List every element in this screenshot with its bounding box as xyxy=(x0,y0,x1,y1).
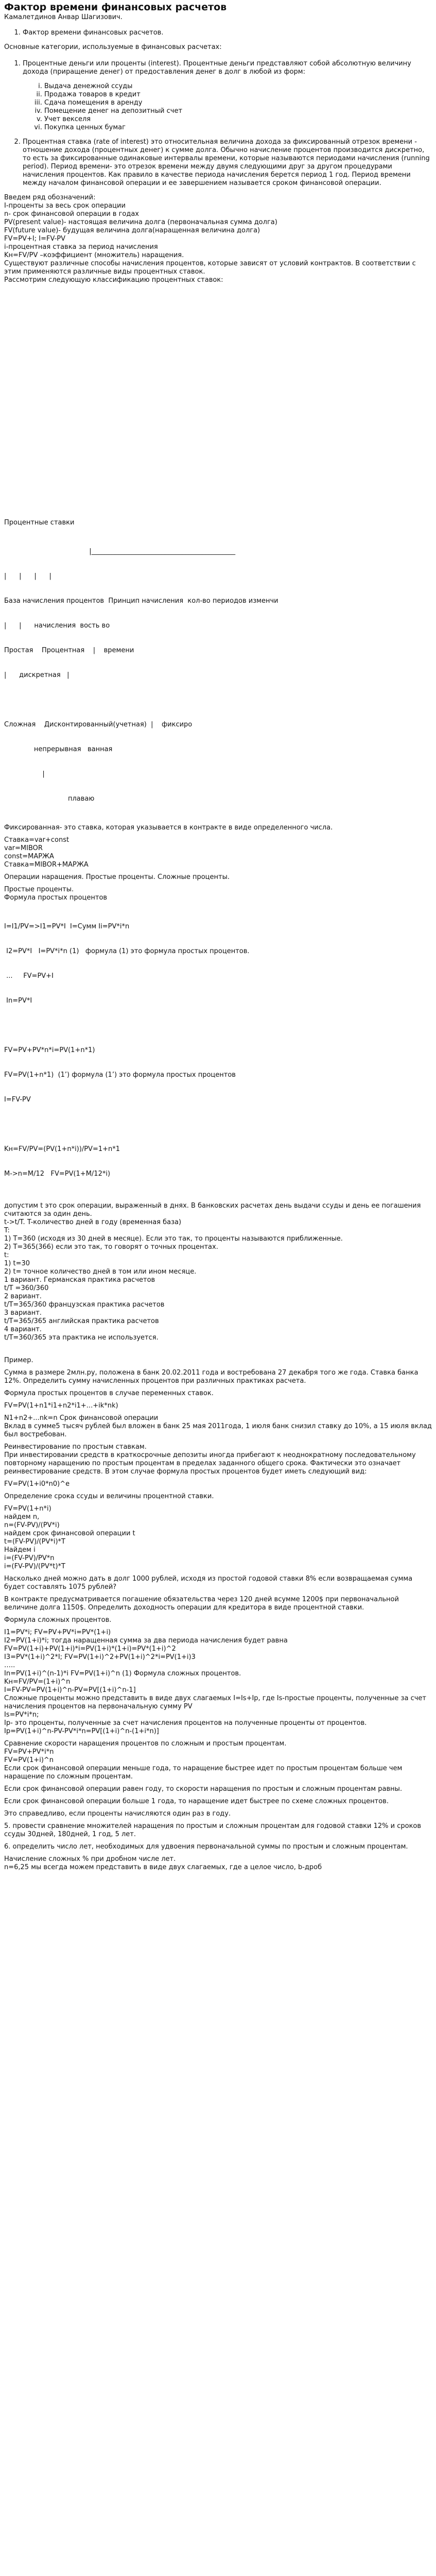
text-line: FV=PV+PV*i*n xyxy=(4,1748,54,1756)
formula-line xyxy=(4,1022,432,1030)
formula-line: FV=PV(1+n*1) (1’) формула (1’) это формула простых процентов xyxy=(4,1071,236,1079)
text-line: найдем срок финансовой операции t xyxy=(4,1530,135,1537)
text-line: n- срок финансовой операции в годах xyxy=(4,210,139,218)
text-line: Формула сложных процентов. xyxy=(4,1616,112,1624)
text-line: Это справедливо, если проценты начисляются один раз в году. xyxy=(4,1810,231,1818)
text-line: Формула простых процентов xyxy=(4,894,108,902)
form-item: vi. Покупка ценных бумаг xyxy=(44,124,432,132)
formula-line: FV=PV+PV*n*i=PV(1+n*1) xyxy=(4,1046,95,1054)
text-line: I3=PV*(1+i)^2*I; FV=PV(1+i)^2+PV(1+i)^2*i=PV(1+i)3 xyxy=(4,1653,196,1661)
text-line: FV=PV+I; I=FV-PV xyxy=(4,235,65,243)
diagram-line: Сложная Дисконтированный(учетная) | фиксиро xyxy=(4,721,193,728)
text-line: PV(present value)- настоящая величина долга (первоначальная сумма долга) xyxy=(4,218,277,226)
text-line: FV(future value)- будущая величина долга(наращенная величина долга) xyxy=(4,227,260,234)
text-line: Ставка=MIBOR+МАРЖА xyxy=(4,861,89,869)
formula-line: Kн=FV/PV=(PV(1+n*i))/PV=1+n*1 xyxy=(4,1145,120,1153)
categories-list xyxy=(4,60,432,188)
text-line: FV=PV(1+n1*i1+n2*i1+...+ik*nk) xyxy=(4,1402,118,1410)
text-line: N1+n2+...nk=n Срок финансовой операции xyxy=(4,1414,159,1422)
heading-list-item: 1. Фактор времени финансовых расчетов. xyxy=(23,29,432,37)
examples-block xyxy=(4,1357,432,1872)
classification-diagram xyxy=(4,531,432,820)
text-line: FV=PV(1+n*i) xyxy=(4,1505,51,1513)
text-line: 1) T=360 (исходя из 30 дней в месяце). Если это так, то проценты называются приближенные. xyxy=(4,1235,343,1243)
text-line: I=FV-PV=PV(1+i)^n-PV=PV[(1+i)^n-1] xyxy=(4,1686,136,1694)
heading-list xyxy=(4,29,432,37)
text-line: Если срок финансовой операции меньше года, то наращение быстрее идет по простым процентам больше чем наращение по сложным процентам. xyxy=(4,1765,403,1781)
text-line: I2=PV(1+i)*i; тогда наращенная сумма за два периода начисления будет равна xyxy=(4,1637,288,1645)
text-line: T: xyxy=(4,1227,10,1234)
text-line: Kн=FV/PV=(1+i)^n xyxy=(4,1678,71,1686)
diagram-line: |___________________________________________ xyxy=(4,548,236,555)
text-line: t=(FV-PV)/(PV*i)*T xyxy=(4,1538,65,1546)
form-item: iii. Сдача помещения в аренду xyxy=(44,99,432,107)
diagram-line: | xyxy=(4,770,45,778)
text-line: FV=PV(1+i)+PV(1+i)*i=PV(1+i)*(1+i)=PV*(1+i)^2 xyxy=(4,1645,176,1653)
text-line: Пример. xyxy=(4,1357,33,1364)
formula-line: I=FV-PV xyxy=(4,1096,31,1104)
text-line: Введем ряд обозначений: xyxy=(4,194,96,201)
text-line: Kн=FV/PV –коэффициент (множитель) наращения. xyxy=(4,251,184,259)
text-line: t/T=360/365 эта практика не используется. xyxy=(4,1334,159,1342)
author-line: Камалетдинов Анвар Шагизович. xyxy=(4,13,123,21)
categories-intro: Основные категории, используемые в финансовых расчетах: xyxy=(4,43,222,51)
form-item: i. Выдача денежной ссуды xyxy=(44,82,432,91)
forms-list xyxy=(23,82,432,132)
text-line: const=МАРЖА xyxy=(4,853,54,860)
text-line: t: xyxy=(4,1251,9,1259)
text-line: Существуют различные способы начисления процентов, которые зависят от условий контрактов. В соответствии с этим применяются различные виды процентных ставок. xyxy=(4,260,416,276)
text-line: Реинвестирование по простым ставкам. xyxy=(4,1443,147,1451)
text-line: Сравнение скорости наращения процентов по сложным и простым процентам. xyxy=(4,1740,287,1748)
formula-line: ... FV=PV+I xyxy=(4,972,54,980)
text-line: I-проценты за весь срок операции xyxy=(4,202,126,210)
text-line: 2) t= точное количество дней в том или ином месяце. xyxy=(4,1268,197,1276)
text-line: Ip=PV(1+i)^n-PV-PV*i*n=PV[(1+i)^n-(1+i*n)] xyxy=(4,1727,159,1735)
form-item: iv. Помещение денег на депозитный счет xyxy=(44,107,432,115)
category-item-1 xyxy=(23,60,432,132)
diagram-line: | | начисления вость во xyxy=(4,622,110,630)
text-line: ….. xyxy=(4,1662,15,1669)
text-line: t->t/T. T-количество дней в году (временная база) xyxy=(4,1218,182,1226)
diagram-line: плаваю xyxy=(4,795,95,803)
fixed-rate-text: Фиксированная- это ставка, которая указывается в контракте в виде определенного числа. xyxy=(4,824,333,832)
text-line: FV=PV(1+i)^n xyxy=(4,1756,54,1764)
category-item-2: 2. Процентная ставка (rate of interest) это относительная величина дохода за фиксированный отрезок времени - отношение дохода (процентных денег) к сумме долга. Обычно начисление процентов производится дискретно, то есть за фиксированные одинаковые интервалы времени, которые называются периодами начисления (running period). Период времени- это отрезок времени между двумя следующими друг за другом процедурами начисления процентов. Как правило в качестве периода начисления берется период 1 год. Период времени между началом финансовой операции и ее завершением называется сроком финансовой операции. xyxy=(23,138,432,188)
text-line: Если срок финансовой операции равен году, то скорости наращения по простым и сложным процентам равны. xyxy=(4,1785,403,1793)
text-line: Ip- это проценты, полученные за счет начисления процентов на полученные проценты от процентов. xyxy=(4,1719,367,1727)
text-line: 1 вариант. Германская практика расчетов xyxy=(4,1276,155,1284)
text-line: В контракте предусматривается погашение обязательства через 120 дней всумме 1200$ при первоначальной величине долга 1150$. Определить доходность операции для кредитора в виде процентной ставки. xyxy=(4,1596,399,1612)
formula-line: In=PV*I xyxy=(4,997,32,1005)
simple-formula-block xyxy=(4,906,432,1195)
days-block xyxy=(4,1202,432,1342)
text-line: FV=PV(1+i0*n0)^e xyxy=(4,1480,70,1488)
blank-space xyxy=(4,284,432,519)
stavka-block xyxy=(4,836,432,869)
text-line: 2 вариант. xyxy=(4,1293,42,1300)
text-line: t/T=365/360 французская практика расчетов xyxy=(4,1301,165,1309)
text-line: Вклад в сумме5 тысяч рублей был вложен в банк 25 мая 2011года, 1 июля банк снизил ставку до 10%, а 15 июля вклад был востребован. xyxy=(4,1422,432,1438)
formula-line: M->n=M/12 FV=PV(1+M/12*i) xyxy=(4,1170,111,1178)
text-line: Если срок финансовой операции больше 1 года, то наращение идет быстрее по схеме сложных процентов. xyxy=(4,1798,389,1805)
text-line: t/T=365/365 английская практика расчетов xyxy=(4,1317,159,1325)
text-line: Простые проценты. xyxy=(4,886,74,893)
text-line: Ставка=var+const xyxy=(4,836,69,844)
text-line: 2) T=365(366) если это так, то говорят о точных процентах. xyxy=(4,1243,218,1251)
text-line: i=(FV-PV)/(PV*t)*T xyxy=(4,1563,65,1570)
category-item-1-text: Процентные деньги или проценты (interest). Процентные деньги представляют собой абсолютную величину дохода (приращение денег) от предоставления денег в долг в любой из форм: xyxy=(23,60,411,76)
diagram-line: | дискретная | xyxy=(4,671,69,679)
text-line: Сумма в размере 2млн.ру, положена в банк 20.02.2011 года и востребована 27 декабря того же года. Ставка банка 12%. Определить сумму начисленных процентов при различных практиках расчета. xyxy=(4,1369,418,1385)
form-item: v. Учет векселя xyxy=(44,115,432,124)
text-line: 3 вариант. xyxy=(4,1309,42,1317)
text-line: Формула простых процентов в случае переменных ставок. xyxy=(4,1389,214,1397)
text-line: Рассмотрим следующую классификацию процентных ставок: xyxy=(4,276,223,284)
diagram-line: непрерывная ванная xyxy=(4,745,113,753)
rates-label: Процентные ставки xyxy=(4,519,75,527)
text-line: Определение срока ссуды и величины процентной ставки. xyxy=(4,1493,214,1500)
formula-line xyxy=(4,1121,432,1129)
text-line: n=6,25 мы всегда можем представить в виде двух слагаемых, где а целое число, b-дроб xyxy=(4,1863,322,1871)
text-line: Насколько дней можно дать в долг 1000 рублей, исходя из простой годовой ставки 8% если возвращаемая сумма будет составлять 1075 рублей? xyxy=(4,1575,413,1591)
text-line: Сложные проценты можно представить в виде двух слагаемых I=Is+Ip, где Is-простые проценты, полученные за счет начисления процентов на первоначальную сумму PV xyxy=(4,1694,426,1710)
text-line: i-процентная ставка за период начисления xyxy=(4,243,158,251)
text-line: найдем n, xyxy=(4,1513,40,1521)
diagram-line: Простая Процентная | времени xyxy=(4,647,134,654)
form-item: ii. Продажа товаров в кредит xyxy=(44,91,432,99)
text-line: допустим t это срок операции, выраженный в днях. В банковских расчетах день выдачи ссуды и день ее погашения считаются за один день. xyxy=(4,1202,421,1218)
text-line: n=(FV-PV)/(PV*i) xyxy=(4,1521,60,1529)
diagram-line: | | | | xyxy=(4,572,51,580)
diagram-line: База начисления процентов Принцип начисления кол-во периодов изменчи xyxy=(4,597,278,605)
text-line: t/T =360/360 xyxy=(4,1284,49,1292)
text-line: При инвестировании средств в краткосрочные депозиты иногда прибегают к неоднократному последовательному повторному наращению по простым процентам в пределах заданного общего срока. Фактически это означает реинвестирование средств. В этом случае формула простых процентов будет иметь следующий вид: xyxy=(4,1451,416,1476)
text-line: I1=PV*i; FV=PV+PV*i=PV*(1+i) xyxy=(4,1629,111,1636)
text-line: 5. провести сравнение множителей наращения по простым и сложным процентам для годовой ставки 12% и сроков ссуды 30дней, 180дней, 1 год, 5 лет. xyxy=(4,1822,422,1838)
page-title: Фактор времени финансовых расчетов xyxy=(4,2,227,13)
formula-line: I2=PV*I I=PV*i*n (1) формула (1) это формула простых процентов. xyxy=(4,947,250,955)
text-line: var=MIBOR xyxy=(4,844,43,852)
text-line: 6. определить число лет, необходимых для удвоения первоначальной суммы по простым и сложным процентам. xyxy=(4,1843,408,1851)
text-line: 1) t=30 xyxy=(4,1260,30,1267)
text-line: 4 вариант. xyxy=(4,1326,42,1333)
text-line: Is=PV*i*n; xyxy=(4,1711,39,1719)
text-line: Начисление сложных % при дробном числе лет. xyxy=(4,1855,176,1863)
text-line: Найдем i xyxy=(4,1546,36,1554)
notation-block xyxy=(4,194,432,284)
diagram-line xyxy=(4,696,432,704)
formula-line: I=I1/PV=>I1=PV*I I=Сумм Ii=PV*i*n xyxy=(4,923,130,930)
text-line: In=PV(1+i)^(n-1)*i FV=PV(1+i)^n (1) Формула сложных процентов. xyxy=(4,1670,241,1677)
text-line: i=(FV-PV)/PV*n xyxy=(4,1554,55,1562)
operations-heading: Операции наращения. Простые проценты. Сложные проценты. xyxy=(4,873,230,881)
